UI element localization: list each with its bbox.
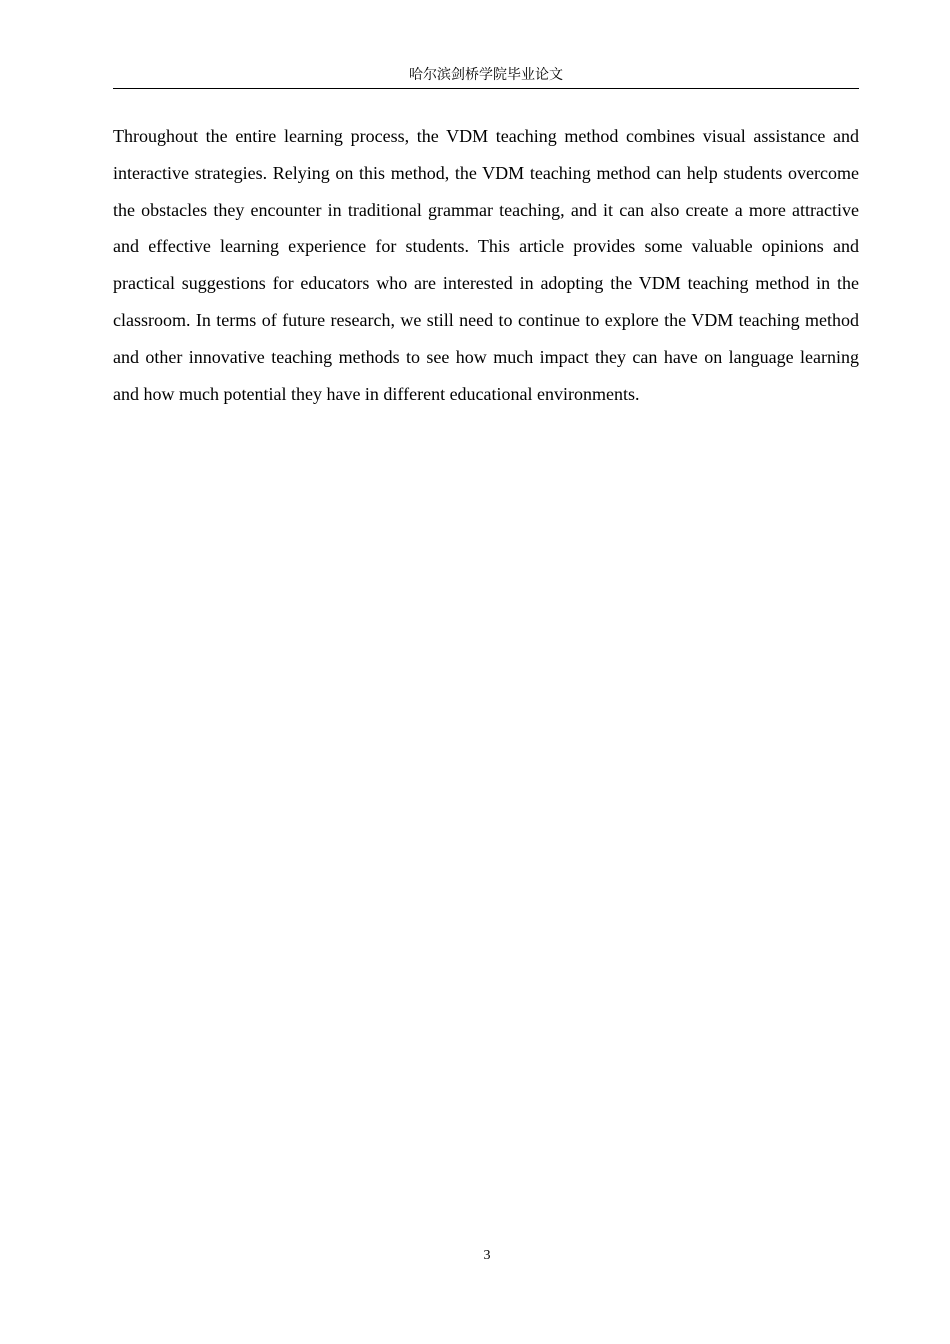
body-paragraph: Throughout the entire learning process, the VDM teaching method combines visual assistance and interactive strategies. Relying on this method, the VDM teaching method can help students overcome the obstacles they encounter in traditional grammar teaching, and it can also create a more attractive and effective learning experience for students. This article provides some valuable opinions and practical suggestions for educators who are interested in adopting the VDM teaching method in the classroom. In terms of future research, we still need to continue to explore the VDM teaching method and other innovative teaching methods to see how much impact they can have on language learning and how much potential they have in different educational environments. bbox=[113, 126, 859, 404]
header-title: 哈尔滨剑桥学院毕业论文 bbox=[409, 68, 563, 83]
page-number: 3 bbox=[483, 1248, 491, 1263]
page-header bbox=[113, 66, 859, 89]
